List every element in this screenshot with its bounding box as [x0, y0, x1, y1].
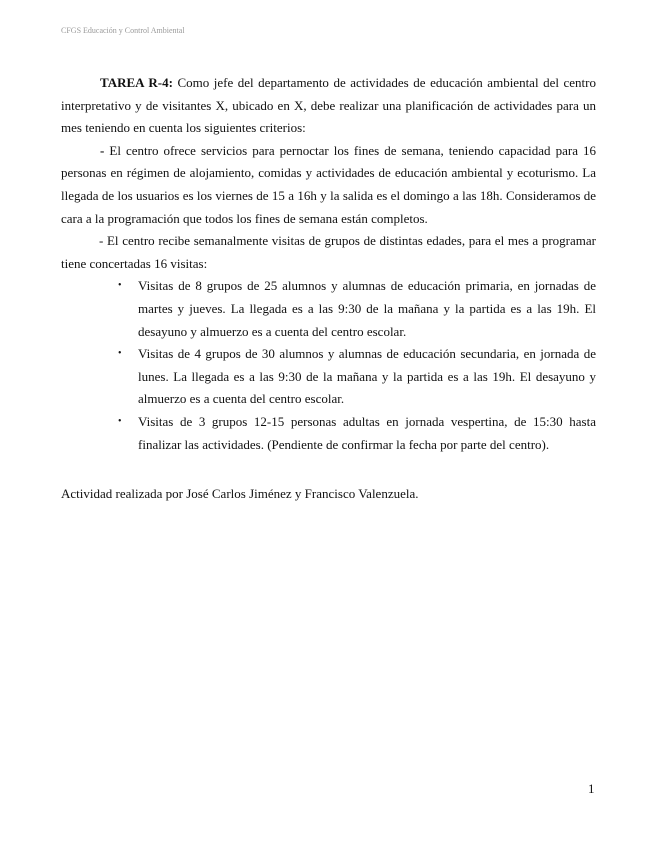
criterion-weekend-text: El centro ofrece servicios para pernoctar los fines de semana, teniendo capacidad para 16 personas en régimen de alojamiento, comidas y actividades de educación ambiental y ecoturismo. La llegada de los usuarios es los viernes de 15 a 16h y la salida es el domingo a las 18h. Consideramos de cara a la programación que todos los fines de semana están completos. — [61, 142, 596, 226]
list-item-text: Visitas de 3 grupos 12-15 personas adultas en jornada vespertina, de 15:30 hasta finalizar las actividades. (Pendiente de confirmar la fecha por parte del centro). — [138, 413, 596, 452]
bullet-icon: • — [118, 415, 122, 427]
list-item — [61, 411, 596, 456]
credits-line: Actividad realizada por José Carlos Jiménez y Francisco Valenzuela. — [61, 486, 419, 502]
running-header: CFGS Educación y Control Ambiental — [61, 26, 185, 35]
bullet-icon: • — [118, 280, 122, 292]
bullet-icon: • — [118, 348, 122, 360]
list-item-text: Visitas de 4 grupos de 30 alumnos y alumnas de educación secundaria, en jornada de lunes. La llegada es a las 9:30 de la mañana y la partida es a las 19h. El desayuno y almuerzo es a cuenta del centro escolar. — [138, 346, 596, 407]
page-number: 1 — [588, 781, 595, 796]
criterion-weekend-paragraph — [61, 140, 596, 230]
criterion-dash: - — [100, 142, 110, 158]
visits-list — [61, 275, 596, 456]
list-item — [61, 275, 596, 343]
task-intro: Como jefe del departamento de actividades de educación ambiental del centro interpretativo y de visitantes X, ubicado en X, debe realizar una planificación de actividades para un mes teniendo en cuenta los siguientes criterios: — [61, 75, 596, 136]
list-item — [61, 343, 596, 411]
list-item-text: Visitas de 8 grupos de 25 alumnos y alumnas de educación primaria, en jornadas de martes y jueves. La llegada es a las 9:30 de la mañana y la partida es a las 19h. El desayuno y almuerzo es a cuenta del centro escolar. — [138, 278, 596, 339]
document-body — [61, 72, 596, 506]
task-paragraph — [61, 72, 596, 140]
task-label: TAREA R-4: — [100, 75, 173, 90]
criterion-visits-paragraph: - El centro recibe semanalmente visitas de grupos de distintas edades, para el mes a programar tiene concertadas 16 visitas: — [61, 233, 596, 271]
